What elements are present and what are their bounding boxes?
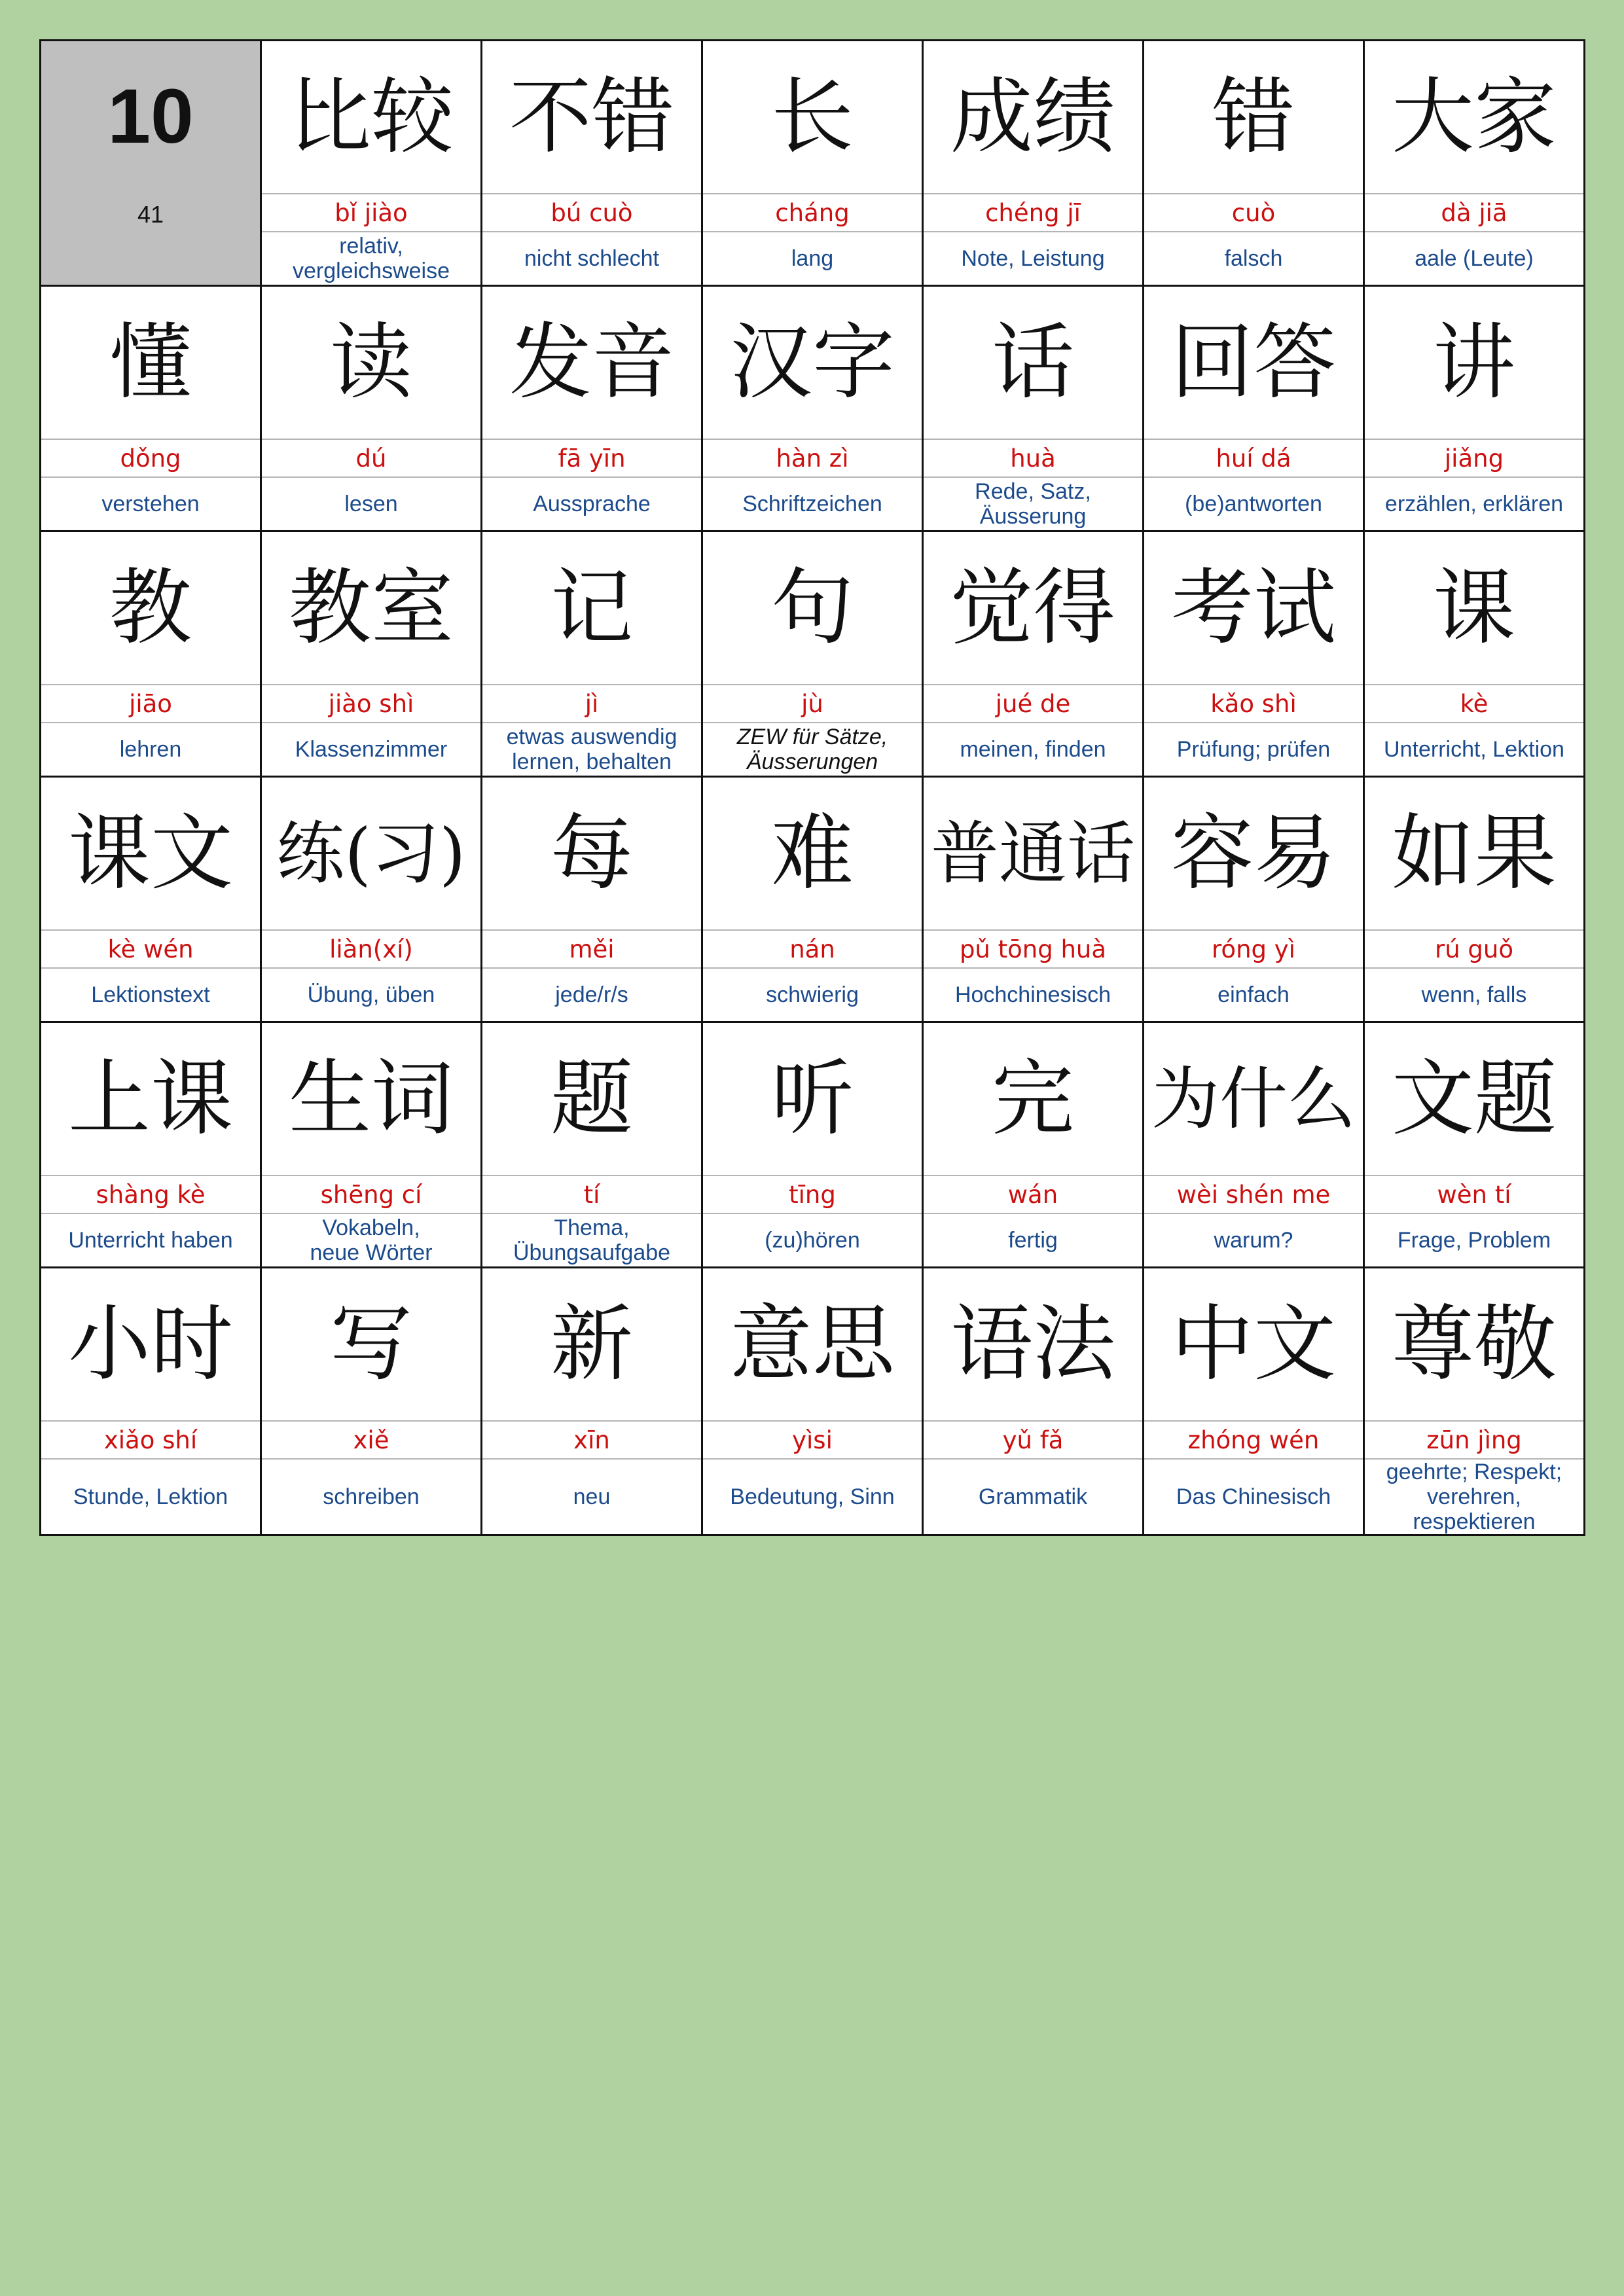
vocab-card-pinyin-cell [261, 685, 482, 723]
card-row-hanzi [41, 286, 1585, 440]
vocab-pinyin: xiě [353, 1426, 389, 1454]
vocab-pinyin: kè [1460, 689, 1489, 718]
vocab-card-pinyin-cell [1364, 439, 1585, 477]
vocab-card-hanzi-cell [702, 1022, 923, 1176]
vocab-card-hanzi-cell [923, 1022, 1144, 1176]
vocabulary-grid-body [41, 41, 1585, 1535]
vocab-german-meaning: ZEW für Sätze, Äusserungen [736, 725, 888, 774]
vocab-card-german-cell [923, 723, 1144, 777]
vocab-pinyin: shàng kè [96, 1180, 206, 1209]
vocab-german-meaning: einfach [1218, 982, 1290, 1007]
vocab-card-pinyin-cell [261, 439, 482, 477]
vocab-hanzi: 上课 [68, 1050, 233, 1147]
vocab-card-hanzi-cell [1144, 1268, 1364, 1422]
vocab-pinyin: fā yīn [558, 444, 626, 473]
vocab-pinyin: jiǎng [1444, 444, 1504, 473]
vocab-card-german-cell [1364, 723, 1585, 777]
vocab-card-german-cell [41, 1459, 261, 1535]
card-row-german [41, 477, 1585, 531]
vocab-hanzi: 长 [771, 69, 854, 165]
vocab-hanzi: 讲 [1433, 314, 1515, 410]
card-row-german [41, 232, 1585, 286]
vocab-card-german-cell [923, 1213, 1144, 1268]
vocab-pinyin: dà jiā [1441, 198, 1507, 227]
vocab-pinyin: wèi shén me [1176, 1180, 1331, 1209]
vocab-card-hanzi-cell [1144, 777, 1364, 931]
vocab-card-german-cell [482, 232, 702, 286]
vocab-card-pinyin-cell [702, 439, 923, 477]
vocab-german-meaning: geehrte; Respekt; verehren, respektieren [1386, 1460, 1562, 1534]
vocab-pinyin: jiāo [129, 689, 172, 718]
lesson-number: 10 [107, 73, 194, 160]
vocab-hanzi: 教 [109, 560, 192, 656]
vocab-hanzi: 读 [330, 314, 412, 410]
vocab-card-pinyin-cell [261, 194, 482, 232]
vocab-card-german-cell [261, 477, 482, 531]
vocab-hanzi: 尊敬 [1392, 1296, 1557, 1392]
vocab-card-hanzi-cell [41, 1268, 261, 1422]
vocab-card-hanzi-cell [41, 531, 261, 685]
vocab-pinyin: bú cuò [550, 198, 633, 227]
vocab-pinyin: jì [585, 689, 599, 718]
vocab-hanzi: 成绩 [950, 69, 1115, 165]
vocab-card-hanzi-cell [261, 41, 482, 194]
vocab-card-pinyin-cell [482, 194, 702, 232]
vocab-hanzi: 普通话 [930, 814, 1135, 893]
vocab-hanzi: 不错 [509, 69, 674, 165]
vocab-card-german-cell [702, 232, 923, 286]
vocab-card-pinyin-cell [1144, 194, 1364, 232]
vocab-card-hanzi-cell [482, 1022, 702, 1176]
vocab-card-hanzi-cell [923, 286, 1144, 440]
vocab-pinyin: yǔ fǎ [1002, 1426, 1064, 1454]
vocab-german-meaning: schreiben [323, 1484, 420, 1509]
vocab-hanzi: 大家 [1392, 69, 1557, 165]
card-row-hanzi [41, 41, 1585, 194]
vocab-card-pinyin-cell [1144, 439, 1364, 477]
vocab-german-meaning: Hochchinesisch [954, 982, 1111, 1007]
vocab-german-meaning: warum? [1214, 1228, 1293, 1253]
vocab-pinyin: cuò [1231, 198, 1276, 227]
vocab-card-hanzi-cell [1144, 531, 1364, 685]
card-row-hanzi [41, 531, 1585, 685]
vocab-hanzi: 语法 [950, 1296, 1115, 1392]
vocab-hanzi: 练(习) [276, 814, 466, 893]
vocab-card-german-cell [482, 477, 702, 531]
vocab-card-hanzi-cell [702, 1268, 923, 1422]
vocab-card-german-cell [41, 477, 261, 531]
vocab-pinyin: rú guǒ [1435, 935, 1513, 963]
vocab-pinyin: liàn(xí) [329, 935, 413, 963]
vocab-hanzi: 句 [771, 560, 854, 656]
vocab-pinyin: bǐ jiào [334, 198, 408, 227]
vocab-pinyin: cháng [775, 198, 850, 227]
vocab-pinyin: nán [789, 935, 835, 963]
card-row-hanzi [41, 1022, 1585, 1176]
vocab-card-hanzi-cell [261, 777, 482, 931]
vocab-german-meaning: schwierig [766, 982, 859, 1007]
vocab-german-meaning: verstehen [101, 492, 200, 516]
vocab-hanzi: 回答 [1171, 314, 1336, 410]
vocab-hanzi: 如果 [1392, 805, 1557, 901]
vocab-hanzi: 课 [1433, 560, 1515, 656]
vocab-pinyin: xīn [573, 1426, 610, 1454]
vocab-hanzi: 容易 [1171, 805, 1336, 901]
vocab-card-hanzi-cell [41, 777, 261, 931]
vocab-card-pinyin-cell [702, 1175, 923, 1213]
vocab-pinyin: kǎo shì [1210, 689, 1297, 718]
vocab-card-hanzi-cell [482, 286, 702, 440]
vocab-hanzi: 为什么 [1151, 1059, 1356, 1139]
vocab-card-hanzi-cell [1364, 777, 1585, 931]
vocab-card-german-cell [41, 1213, 261, 1268]
vocab-card-german-cell [261, 232, 482, 286]
card-row-pinyin [41, 685, 1585, 723]
vocab-pinyin: tīng [789, 1180, 836, 1209]
vocab-hanzi: 题 [550, 1050, 633, 1147]
vocab-german-meaning: (be)antworten [1185, 492, 1322, 516]
vocab-pinyin: hàn zì [776, 444, 849, 473]
vocab-card-pinyin-cell [261, 930, 482, 968]
vocab-german-meaning: lang [791, 246, 834, 271]
vocab-hanzi: 懂 [109, 314, 192, 410]
vocab-german-meaning: aale (Leute) [1415, 246, 1534, 271]
vocab-card-german-cell [923, 968, 1144, 1022]
vocab-pinyin: shēng cí [320, 1180, 422, 1209]
vocabulary-grid [39, 39, 1585, 1536]
vocab-card-hanzi-cell [1144, 1022, 1364, 1176]
vocab-german-meaning: Grammatik [978, 1484, 1088, 1509]
vocab-german-meaning: etwas auswendig lernen, behalten [506, 725, 677, 774]
card-row-hanzi [41, 1268, 1585, 1422]
vocab-card-german-cell [41, 968, 261, 1022]
vocab-pinyin: yìsi [792, 1426, 833, 1454]
vocab-pinyin: jué de [995, 689, 1071, 718]
vocab-hanzi: 写 [330, 1296, 412, 1392]
vocab-card-pinyin-cell [923, 194, 1144, 232]
vocab-card-german-cell [1364, 1459, 1585, 1535]
vocab-card-hanzi-cell [1364, 1022, 1585, 1176]
vocab-german-meaning: erzählen, erklären [1384, 492, 1564, 516]
vocab-pinyin: dú [355, 444, 387, 473]
vocab-card-pinyin-cell [41, 930, 261, 968]
vocab-card-german-cell [923, 232, 1144, 286]
vocab-card-german-cell [482, 1459, 702, 1535]
vocab-card-pinyin-cell [1144, 930, 1364, 968]
vocab-german-meaning: Übung, üben [307, 982, 435, 1007]
vocab-hanzi: 意思 [730, 1296, 895, 1392]
vocab-hanzi: 比较 [289, 69, 454, 165]
vocab-pinyin: zūn jìng [1426, 1426, 1522, 1454]
vocab-german-meaning: Aussprache [533, 492, 651, 516]
vocab-pinyin: měi [569, 935, 615, 963]
vocab-card-hanzi-cell [261, 1268, 482, 1422]
vocab-card-pinyin-cell [702, 194, 923, 232]
vocab-pinyin: tí [583, 1180, 600, 1209]
vocab-pinyin: huà [1010, 444, 1056, 473]
vocab-card-pinyin-cell [41, 439, 261, 477]
vocab-card-hanzi-cell [923, 777, 1144, 931]
vocab-hanzi: 小时 [68, 1296, 233, 1392]
vocab-card-hanzi-cell [41, 286, 261, 440]
vocab-card-german-cell [482, 968, 702, 1022]
vocab-hanzi: 考试 [1171, 560, 1336, 656]
vocab-card-pinyin-cell [261, 1175, 482, 1213]
vocab-hanzi: 中文 [1171, 1296, 1336, 1392]
vocab-card-german-cell [482, 1213, 702, 1268]
vocab-card-german-cell [702, 1213, 923, 1268]
vocab-hanzi: 完 [992, 1050, 1074, 1147]
vocab-card-pinyin-cell [923, 930, 1144, 968]
vocab-card-pinyin-cell [923, 1421, 1144, 1459]
lesson-header-cell [41, 41, 261, 286]
vocab-card-german-cell [1144, 968, 1364, 1022]
vocab-card-hanzi-cell [1364, 41, 1585, 194]
vocab-card-hanzi-cell [702, 41, 923, 194]
vocab-german-meaning: falsch [1224, 246, 1283, 271]
vocab-german-meaning: lesen [344, 492, 398, 516]
vocab-card-german-cell [702, 1459, 923, 1535]
vocab-hanzi: 教室 [289, 560, 454, 656]
vocab-hanzi: 错 [1212, 69, 1295, 165]
vocab-card-pinyin-cell [702, 930, 923, 968]
vocab-hanzi: 文题 [1392, 1050, 1557, 1147]
vocab-card-hanzi-cell [1364, 531, 1585, 685]
card-row-german [41, 723, 1585, 777]
vocab-german-meaning: neu [573, 1484, 611, 1509]
vocab-card-hanzi-cell [702, 531, 923, 685]
card-row-pinyin [41, 439, 1585, 477]
vocab-pinyin: kè wén [107, 935, 194, 963]
vocab-card-german-cell [1364, 232, 1585, 286]
vocab-pinyin: huí dá [1216, 444, 1291, 473]
vocab-german-meaning: Stunde, Lektion [73, 1484, 228, 1509]
vocab-card-german-cell [261, 723, 482, 777]
card-row-pinyin [41, 1175, 1585, 1213]
vocab-card-hanzi-cell [261, 286, 482, 440]
vocab-hanzi: 课文 [68, 805, 233, 901]
vocab-german-meaning: Bedeutung, Sinn [730, 1484, 895, 1509]
vocab-pinyin: róng yì [1212, 935, 1295, 963]
vocab-card-pinyin-cell [482, 1175, 702, 1213]
vocab-card-pinyin-cell [923, 439, 1144, 477]
vocab-card-hanzi-cell [482, 41, 702, 194]
vocab-card-hanzi-cell [482, 777, 702, 931]
card-row-german [41, 1459, 1585, 1535]
vocab-card-hanzi-cell [923, 41, 1144, 194]
card-row-german [41, 968, 1585, 1022]
vocab-card-pinyin-cell [482, 685, 702, 723]
vocab-hanzi: 汉字 [730, 314, 895, 410]
vocab-german-meaning: meinen, finden [960, 737, 1106, 762]
vocab-hanzi: 觉得 [950, 560, 1115, 656]
vocab-card-german-cell [1144, 1459, 1364, 1535]
vocab-card-german-cell [702, 477, 923, 531]
vocab-german-meaning: Frage, Problem [1397, 1228, 1551, 1253]
vocab-card-pinyin-cell [1144, 685, 1364, 723]
vocab-pinyin: wán [1007, 1180, 1058, 1209]
vocab-card-pinyin-cell [702, 685, 923, 723]
vocab-german-meaning: Rede, Satz, Äusserung [975, 479, 1091, 529]
vocab-card-german-cell [923, 1459, 1144, 1535]
vocab-hanzi: 听 [771, 1050, 854, 1147]
vocab-card-hanzi-cell [261, 531, 482, 685]
vocab-card-hanzi-cell [702, 777, 923, 931]
vocab-pinyin: dǒng [120, 444, 181, 473]
vocab-card-pinyin-cell [1144, 1175, 1364, 1213]
vocab-hanzi: 新 [550, 1296, 633, 1392]
vocab-card-german-cell [41, 723, 261, 777]
vocab-card-german-cell [1144, 1213, 1364, 1268]
vocab-card-pinyin-cell [482, 1421, 702, 1459]
vocab-card-hanzi-cell [1144, 286, 1364, 440]
vocab-card-german-cell [261, 968, 482, 1022]
vocab-german-meaning: relativ, vergleichsweise [293, 234, 450, 283]
vocab-card-hanzi-cell [923, 531, 1144, 685]
vocab-german-meaning: Vokabeln, neue Wörter [310, 1215, 433, 1265]
vocab-pinyin: jiào shì [328, 689, 414, 718]
vocab-card-pinyin-cell [702, 1421, 923, 1459]
vocab-card-pinyin-cell [482, 439, 702, 477]
vocab-german-meaning: lehren [119, 737, 182, 762]
vocab-pinyin: zhóng wén [1187, 1426, 1320, 1454]
vocab-german-meaning: fertig [1008, 1228, 1058, 1253]
vocab-hanzi: 难 [771, 805, 854, 901]
card-row-pinyin [41, 1421, 1585, 1459]
vocab-card-pinyin-cell [1364, 1175, 1585, 1213]
vocab-hanzi: 发音 [509, 314, 674, 410]
vocab-card-german-cell [702, 723, 923, 777]
vocab-hanzi: 记 [550, 560, 633, 656]
vocab-card-hanzi-cell [923, 1268, 1144, 1422]
vocab-card-german-cell [1364, 477, 1585, 531]
page-number: 41 [137, 201, 164, 228]
vocab-card-pinyin-cell [41, 685, 261, 723]
vocab-german-meaning: Unterricht haben [68, 1228, 233, 1253]
vocab-card-german-cell [1144, 477, 1364, 531]
vocab-hanzi: 生词 [289, 1050, 454, 1147]
vocab-card-german-cell [261, 1213, 482, 1268]
vocab-card-hanzi-cell [702, 286, 923, 440]
vocab-card-pinyin-cell [261, 1421, 482, 1459]
vocab-pinyin: pǔ tōng huà [959, 935, 1107, 963]
card-row-pinyin [41, 194, 1585, 232]
vocab-pinyin: wèn tí [1437, 1180, 1511, 1209]
vocab-hanzi: 每 [550, 805, 633, 901]
vocab-german-meaning: Note, Leistung [961, 246, 1105, 271]
vocab-card-pinyin-cell [1144, 1421, 1364, 1459]
vocab-card-pinyin-cell [1364, 930, 1585, 968]
vocab-german-meaning: Prüfung; prüfen [1176, 737, 1331, 762]
vocab-card-pinyin-cell [482, 930, 702, 968]
vocab-pinyin: jù [801, 689, 823, 718]
vocab-card-pinyin-cell [1364, 194, 1585, 232]
vocab-card-hanzi-cell [261, 1022, 482, 1176]
vocab-pinyin: chéng jī [985, 198, 1081, 227]
vocab-card-hanzi-cell [1364, 286, 1585, 440]
vocab-card-pinyin-cell [1364, 685, 1585, 723]
vocab-card-hanzi-cell [41, 1022, 261, 1176]
vocab-card-pinyin-cell [1364, 1421, 1585, 1459]
vocab-card-pinyin-cell [41, 1421, 261, 1459]
vocab-german-meaning: Unterricht, Lektion [1384, 737, 1564, 762]
vocab-card-pinyin-cell [923, 1175, 1144, 1213]
vocab-card-german-cell [1364, 968, 1585, 1022]
card-row-pinyin [41, 930, 1585, 968]
vocab-german-meaning: jede/r/s [555, 982, 628, 1007]
vocab-card-german-cell [1144, 232, 1364, 286]
vocab-card-german-cell [1364, 1213, 1585, 1268]
card-row-hanzi [41, 777, 1585, 931]
vocab-card-german-cell [923, 477, 1144, 531]
vocab-german-meaning: Lektionstext [91, 982, 210, 1007]
vocab-german-meaning: Thema, Übungsaufgabe [513, 1215, 671, 1265]
vocab-card-hanzi-cell [482, 1268, 702, 1422]
vocab-card-hanzi-cell [482, 531, 702, 685]
vocab-card-german-cell [261, 1459, 482, 1535]
vocab-hanzi: 话 [992, 314, 1074, 410]
vocab-card-pinyin-cell [923, 685, 1144, 723]
card-row-german [41, 1213, 1585, 1268]
vocab-card-hanzi-cell [1144, 41, 1364, 194]
vocab-german-meaning: nicht schlecht [524, 246, 659, 271]
vocab-german-meaning: wenn, falls [1421, 982, 1527, 1007]
vocab-pinyin: xiǎo shí [103, 1426, 198, 1454]
vocab-german-meaning: Das Chinesisch [1176, 1484, 1331, 1509]
vocab-card-german-cell [482, 723, 702, 777]
vocab-card-hanzi-cell [1364, 1268, 1585, 1422]
vocab-german-meaning: Schriftzeichen [742, 492, 882, 516]
vocab-card-german-cell [702, 968, 923, 1022]
vocab-card-pinyin-cell [41, 1175, 261, 1213]
vocab-german-meaning: Klassenzimmer [295, 737, 448, 762]
vocab-german-meaning: (zu)hören [765, 1228, 860, 1253]
vocab-card-german-cell [1144, 723, 1364, 777]
